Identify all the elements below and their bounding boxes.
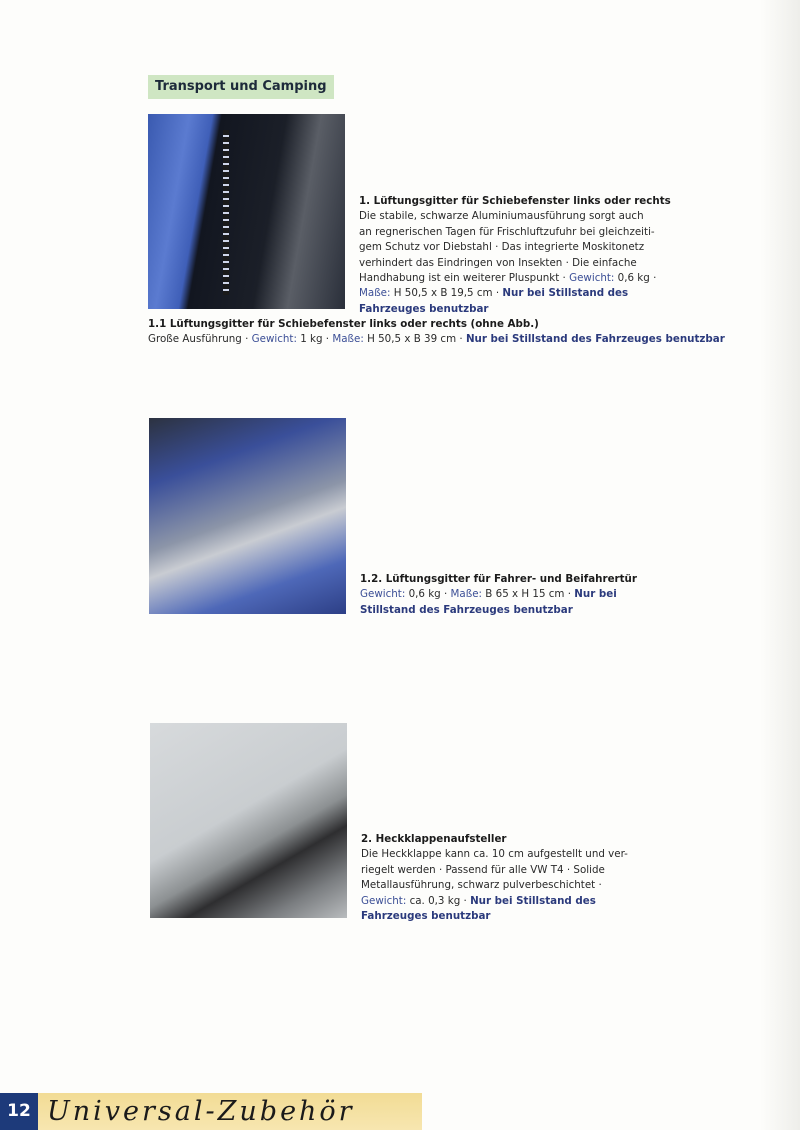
description-text: H 50,5 x B 39 cm ·: [363, 333, 466, 346]
usage-note: Fahrzeuges benutzbar: [361, 910, 491, 923]
description-text: Handhabung ist ein weiterer Pluspunkt ·: [359, 272, 570, 285]
photo-sliding-window-vent: [148, 114, 345, 309]
photo-tailgate-prop: [150, 723, 347, 918]
usage-note: Nur bei Stillstand des: [470, 894, 596, 907]
text-line: [359, 256, 671, 271]
spec-label: Gewicht:: [360, 588, 406, 601]
text-line: [359, 240, 671, 255]
usage-note: Nur bei Stillstand des Fahrzeuges benutzbar: [465, 333, 725, 346]
text-line: [361, 878, 628, 893]
item-1-2: [360, 572, 637, 618]
spec-label: Maße:: [332, 333, 364, 346]
text-line: [359, 225, 671, 240]
description-text: 0,6 kg ·: [614, 272, 657, 285]
page-number: 12: [0, 1093, 38, 1130]
item-title: 1. Lüftungsgitter für Schiebefenster links oder rechts: [359, 195, 671, 207]
text-line: [148, 332, 725, 347]
spec-label: Gewicht:: [251, 333, 297, 346]
text-line: [360, 603, 637, 618]
description-text: an regnerischen Tagen für Frischluftzufuhr bei gleichzeiti-: [359, 225, 655, 238]
usage-note: Nur bei: [574, 588, 617, 601]
item-1-1: [148, 317, 725, 348]
text-line: [361, 863, 628, 878]
text-line: [361, 909, 628, 924]
text-line: [361, 847, 628, 862]
footer-title: Universal-Zubehör: [38, 1093, 422, 1130]
spec-label: Maße:: [359, 287, 391, 300]
spec-label: Gewicht:: [361, 894, 407, 907]
description-text: Die Heckklappe kann ca. 10 cm aufgestellt und ver-: [361, 848, 628, 861]
item-title: 1.2. Lüftungsgitter für Fahrer- und Beifahrertür: [360, 573, 637, 585]
text-line: [359, 286, 671, 301]
text-line: [359, 302, 671, 317]
section-tag: Transport und Camping: [148, 75, 334, 99]
item-1: [359, 194, 671, 317]
item-2: [361, 832, 628, 924]
spec-label: Maße:: [450, 588, 483, 601]
page-edge-shadow: [760, 0, 800, 1130]
description-text: 0,6 kg ·: [405, 588, 451, 601]
text-line: [361, 894, 628, 909]
vent-slots-decoration: [223, 130, 229, 295]
item-title: 1.1 Lüftungsgitter für Schiebefenster links oder rechts (ohne Abb.): [148, 318, 539, 330]
text-line: [360, 587, 637, 602]
description-text: verhindert das Eindringen von Insekten · Die einfache: [359, 256, 637, 269]
usage-note: Stillstand des Fahrzeuges benutzbar: [360, 603, 573, 616]
spec-label: Gewicht:: [569, 272, 615, 285]
description-text: Die stabile, schwarze Aluminiumausführung sorgt auch: [359, 210, 644, 223]
description-text: B 65 x H 15 cm ·: [482, 588, 575, 601]
description-text: ca. 0,3 kg ·: [406, 894, 471, 907]
description-text: gem Schutz vor Diebstahl · Das integrierte Moskitonetz: [359, 241, 645, 254]
description-text: Metallausführung, schwarz pulverbeschichtet ·: [361, 879, 602, 892]
item-title: 2. Heckklappenaufsteller: [361, 833, 507, 845]
description-text: 1 kg ·: [296, 333, 333, 346]
description-text: H 50,5 x B 19,5 cm ·: [390, 287, 503, 300]
text-line: [359, 271, 671, 286]
description-text: riegelt werden · Passend für alle VW T4 · Solide: [361, 863, 605, 876]
text-line: [359, 209, 671, 224]
photo-driver-door-vent: [149, 418, 346, 614]
usage-note: Fahrzeuges benutzbar: [359, 302, 489, 315]
description-text: Große Ausführung ·: [148, 333, 252, 346]
usage-note: Nur bei Stillstand des: [502, 287, 629, 300]
